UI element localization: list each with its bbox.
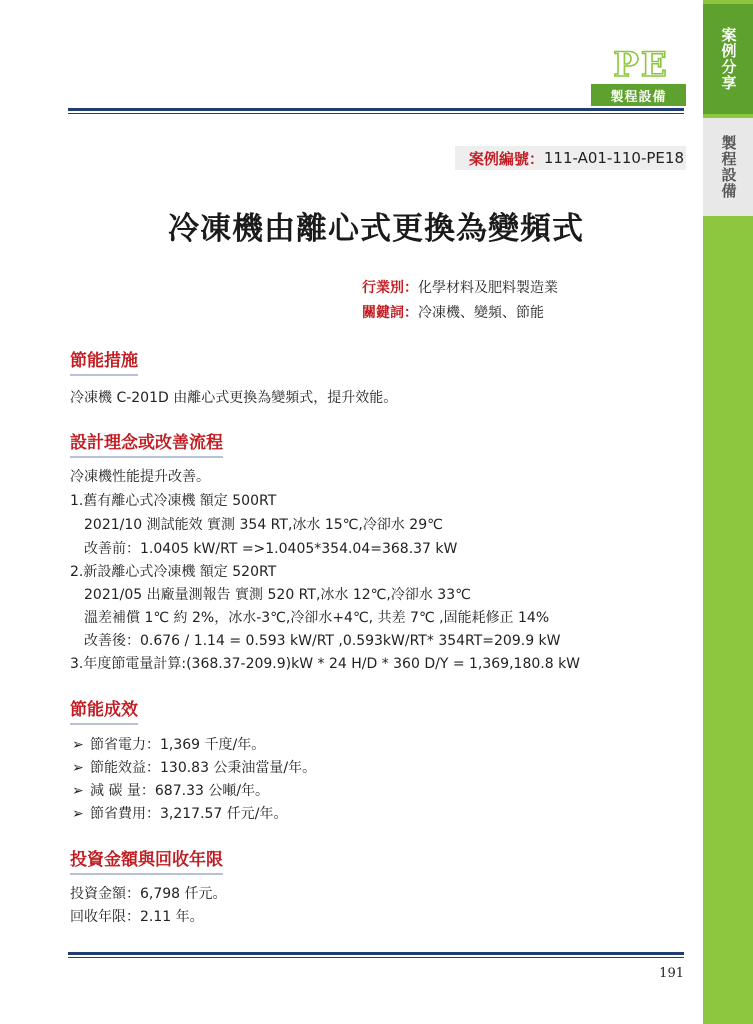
section-heading-design: 設計理念或改善流程	[70, 428, 223, 458]
design-line: 改善前：1.0405 kW/RT =>1.0405*354.04=368.37 kW	[84, 541, 458, 557]
industry-line	[362, 277, 558, 297]
page-title: 冷凍機由離心式更換為變頻式	[168, 211, 584, 247]
investment-line: 投資金額：6,798 仟元。	[70, 886, 227, 902]
investment-line: 回收年限：2.11 年。	[70, 909, 204, 925]
section-heading-results: 節能成效	[70, 695, 138, 725]
side-tab-secondary-label: 製程設備	[719, 135, 738, 199]
top-rule-thick	[68, 108, 684, 111]
side-tab-secondary	[703, 118, 753, 216]
result-item-text: 節能效益：130.83 公秉油當量/年。	[90, 760, 317, 776]
keywords-line	[362, 302, 544, 322]
keywords-label: 關鍵詞：	[362, 305, 418, 321]
case-number-label: 案例編號：	[468, 149, 544, 168]
bottom-rule-thick	[68, 952, 684, 955]
bullet-arrow-icon: ➢	[72, 760, 84, 776]
pe-logo	[596, 47, 686, 81]
measures-text: 冷凍機 C-201D 由離心式更換為變頻式，提升效能。	[70, 390, 398, 406]
design-line: 2021/10 測試能效 實測 354 RT,冰水 15℃,冷卻水 29℃	[84, 517, 443, 533]
result-item-text: 節省費用：3,217.57 仟元/年。	[90, 806, 288, 822]
design-line: 2.新設離心式冷凍機 額定 520RT	[70, 564, 277, 580]
side-tab-primary-label: 案例分享	[719, 27, 738, 91]
pe-logo-text: PE	[613, 47, 669, 81]
design-line: 冷凍機性能提升改善。	[70, 469, 210, 485]
page-number: 191	[659, 966, 684, 981]
design-line: 1.舊有離心式冷凍機 額定 500RT	[70, 493, 277, 509]
industry-value: 化學材料及肥料製造業	[418, 280, 558, 296]
design-line: 溫差補償 1℃ 約 2%，冰水-3℃,冷卻水+4℃, 共差 7℃ ,固能耗修正 14%	[84, 610, 550, 626]
result-item	[72, 734, 265, 754]
bullet-arrow-icon: ➢	[72, 806, 84, 822]
category-badge: 製程設備	[591, 84, 686, 106]
result-item	[72, 803, 288, 823]
design-line: 改善後：0.676 / 1.14 = 0.593 kW/RT ,0.593kW/RT* 354RT=209.9 kW	[84, 633, 561, 649]
side-tab-primary	[703, 4, 753, 114]
industry-label: 行業別：	[362, 280, 418, 296]
section-heading-measures: 節能措施	[70, 346, 138, 376]
result-item	[72, 780, 269, 800]
bullet-arrow-icon: ➢	[72, 783, 84, 799]
result-item	[72, 757, 316, 777]
keywords-value: 冷凍機、變頻、節能	[418, 305, 544, 321]
bottom-rule-thin	[68, 957, 684, 958]
case-number-box	[455, 146, 686, 170]
case-number-value: 111-A01-110-PE18	[543, 149, 684, 167]
section-heading-investment: 投資金額與回收年限	[70, 845, 223, 875]
result-item-text: 減 碳 量：687.33 公噸/年。	[90, 783, 270, 799]
result-item-text: 節省電力：1,369 千度/年。	[90, 737, 266, 753]
bullet-arrow-icon: ➢	[72, 737, 84, 753]
design-line: 2021/05 出廠量測報告 實測 520 RT,冰水 12℃,冷卻水 33℃	[84, 587, 471, 603]
top-rule-thin	[68, 113, 684, 114]
design-line: 3.年度節電量計算:(368.37-209.9)kW * 24 H/D * 360 D/Y = 1,369,180.8 kW	[70, 656, 581, 672]
